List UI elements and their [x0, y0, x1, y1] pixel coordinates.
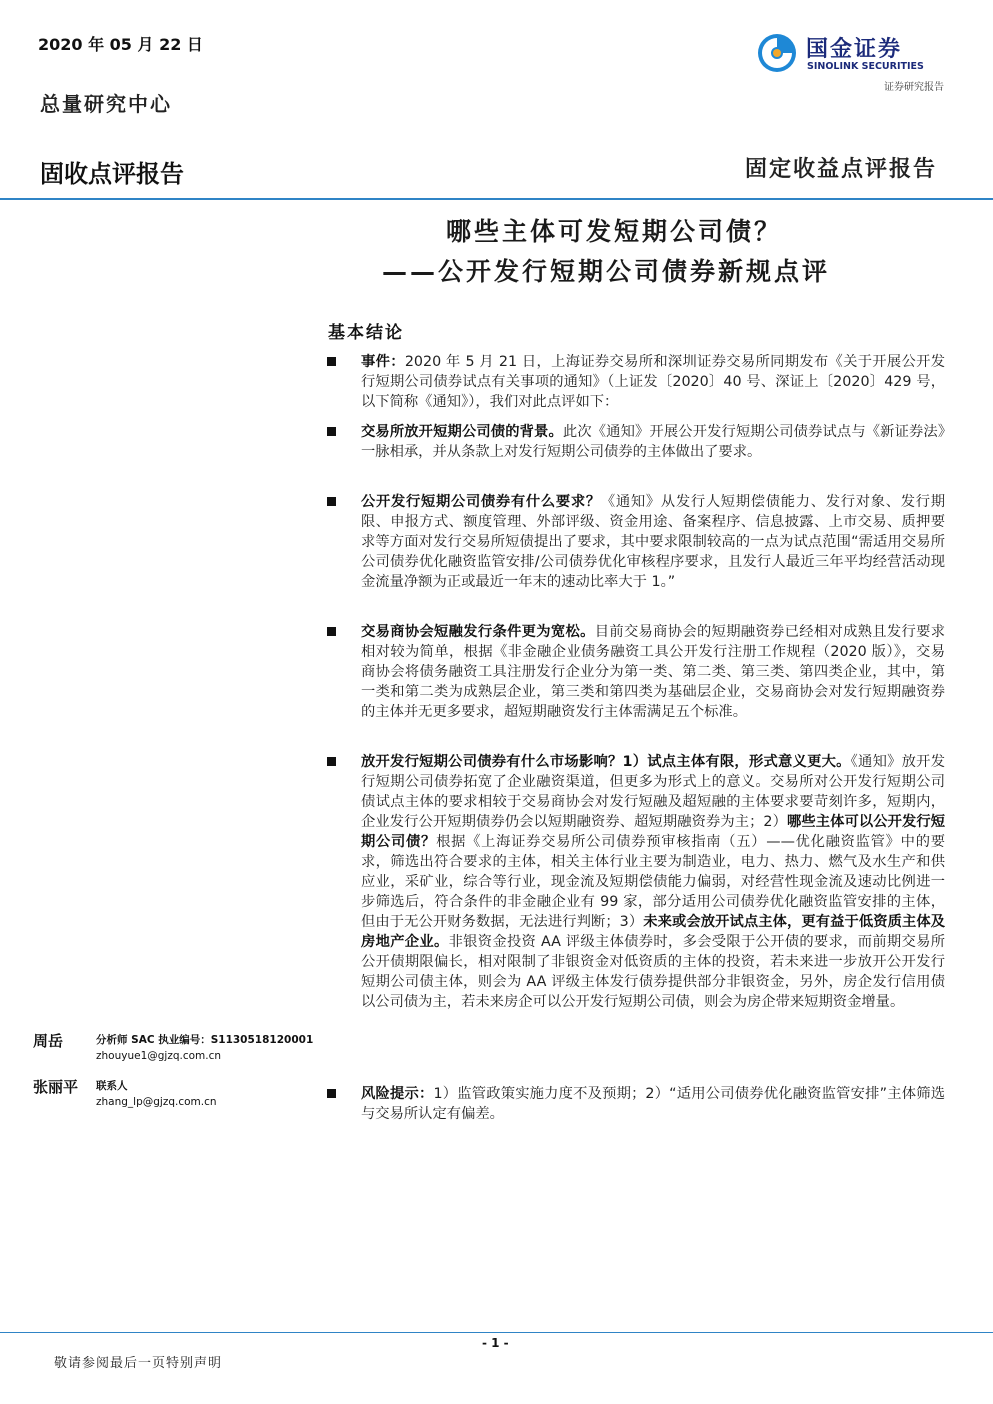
paragraph-text: 2020 年 5 月 21 日，上海证券交易所和深圳证券交易所同期发布《关于开展公开发行短期公司债券试点有关事项的通知》（上证发〔2020〕40 号、深证上〔2020〕429 号，以下简称《通知》），我们对此点评如下：	[361, 354, 946, 410]
paragraph-lead-2: 哪些主体可以公开发行短期公司债？	[361, 814, 946, 850]
report-type: 固收点评报告	[40, 160, 184, 188]
analyst-name: 周岳	[33, 1032, 64, 1050]
logo-text-en: SINOLINK SECURITIES	[807, 61, 924, 72]
report-type-right: 固定收益点评报告	[744, 156, 937, 182]
paragraph-lead: 交易商协会短融发行条件更为宽松。	[361, 624, 595, 640]
paragraph-lead: 事件：	[361, 354, 405, 370]
header-divider	[0, 198, 993, 200]
analyst-info	[96, 1032, 313, 1064]
paragraph-text: 此次《通知》开展公开发行短期公司债券试点与《新证券法》一脉相承，并从条款上对发行短期公司债券的主体做出了要求。	[361, 424, 945, 460]
section-heading: 基本结论	[328, 323, 404, 343]
paragraph-text: 目前交易商协会的短期融资券已经相对成熟且发行要求相对较为简单，根据《非金融企业债务融资工具公开发行注册工作规程（2020 版）》，交易商协会将债务融资工具注册发行企业分为第一类、第二类、第三类、第四类企业，其中，第一类和第二类为成熟层企业，第三类和第四类为基础层企业，交易商协会对发行短期融资券的主体并无更多要求，超短期融资发行主体需满足五个标准。	[361, 624, 946, 720]
paragraph-lead: 交易所放开短期公司债的背景。	[361, 424, 563, 440]
report-date: 2020 年 05 月 22 日	[38, 35, 203, 54]
bullet-icon	[327, 357, 336, 366]
paragraph-event	[361, 352, 945, 412]
analyst-email[interactable]: zhang_lp@gjzq.com.cn	[96, 1096, 217, 1108]
main-title: 哪些主体可发短期公司债？	[446, 217, 783, 246]
logo-text-cn: 国金证券	[806, 37, 903, 62]
bullet-icon	[327, 627, 336, 636]
company-logo	[756, 30, 946, 94]
analyst-email[interactable]: zhouyue1@gjzq.com.cn	[96, 1050, 222, 1062]
paragraph-text: 《通知》从发行人短期偿债能力、发行对象、发行期限、申报方式、额度管理、外部评级、资金用途、备案程序、信息披露、上市交易、质押要求等方面对发行交易所短债提出了要求，其中要求限制较高的一点为试点范围“需适用交易所公司债券优化融资监管安排/公司债券优化审核程序要求，且发行人最近三年平均经营活动现金流量净额为正或最近一年末的速动比率大于 1。”	[361, 494, 945, 590]
paragraph-lead: 公开发行短期公司债券有什么要求？	[361, 494, 601, 510]
paragraph-risk	[361, 1084, 945, 1124]
analyst-role: 联系人	[96, 1080, 128, 1092]
paragraph-text-2: 根据《上海证券交易所公司债券预审核指南（五）——优化融资监管》中的要求，筛选出符合要求的主体，相关主体行业主要为制造业，电力、热力、燃气及水生产和供应业，采矿业，综合等行业，现金流及短期偿债能力偏弱，对经营性现金流及速动比例进一步筛选后，符合条件的非金融企业有 99 家，部分适用公司债券优化融资监管安排的主体，但由于无公开财务数据，无法进行判断；3）	[361, 834, 946, 930]
bullet-icon	[327, 757, 336, 766]
analyst-name: 张丽平	[33, 1078, 79, 1096]
bullet-icon	[327, 1089, 336, 1098]
page-number: - 1 -	[482, 1336, 509, 1350]
sinolink-logo-icon	[756, 32, 798, 74]
analyst-role: 分析师 SAC 执业编号：S1130518120001	[96, 1034, 314, 1046]
research-center: 总量研究中心	[40, 92, 172, 116]
logo-subtitle: 证券研究报告	[884, 82, 944, 93]
paragraph-lead: 放开发行短期公司债券有什么市场影响？1）试点主体有限，形式意义更大。	[361, 754, 851, 770]
paragraph-requirements	[361, 492, 945, 592]
analyst-info	[96, 1078, 217, 1110]
paragraph-market-impact	[361, 752, 945, 1012]
bullet-icon	[327, 427, 336, 436]
paragraph-lead-3: 未来或会放开试点主体，更有益于低资质主体及房地产企业。	[361, 914, 945, 950]
paragraph-text-3: 非银资金投资 AA 评级主体债券时，多会受限于公开债的要求，而前期交易所公开债期限偏长，相对限制了非银资金对低资质的主体的投资，若未来进一步放开公开发行短期公司债主体，则会为 AA 评级主体发行债券提供部分非银资金，另外，房企发行信用债以公司债为主，若未来房企可以公开发行短期公司债，则会为房企带来短期资金增量。	[361, 934, 945, 1010]
paragraph-text: 《通知》放开发行短期公司债券拓宽了企业融资渠道，但更多为形式上的意义。交易所对公开发行短期公司债试点主体的要求相较于交易商协会对发行短融及超短融的主体要求要苛刻许多，短期内，企业发行公开短期债券仍会以短期融资券、超短期融资券为主；2）	[361, 754, 945, 830]
paragraph-text: 1）监管政策实施力度不及预期；2）“适用公司债券优化融资监管安排”主体筛选与交易所认定有偏差。	[361, 1086, 945, 1122]
footer-disclaimer: 敬请参阅最后一页特别声明	[54, 1356, 223, 1371]
footer-divider	[0, 1332, 993, 1333]
sub-title: ——公开发行短期公司债券新规点评	[382, 257, 831, 286]
paragraph-background	[361, 422, 945, 462]
paragraph-lead: 风险提示：	[361, 1086, 434, 1102]
paragraph-nafmii	[361, 622, 945, 722]
bullet-icon	[327, 497, 336, 506]
